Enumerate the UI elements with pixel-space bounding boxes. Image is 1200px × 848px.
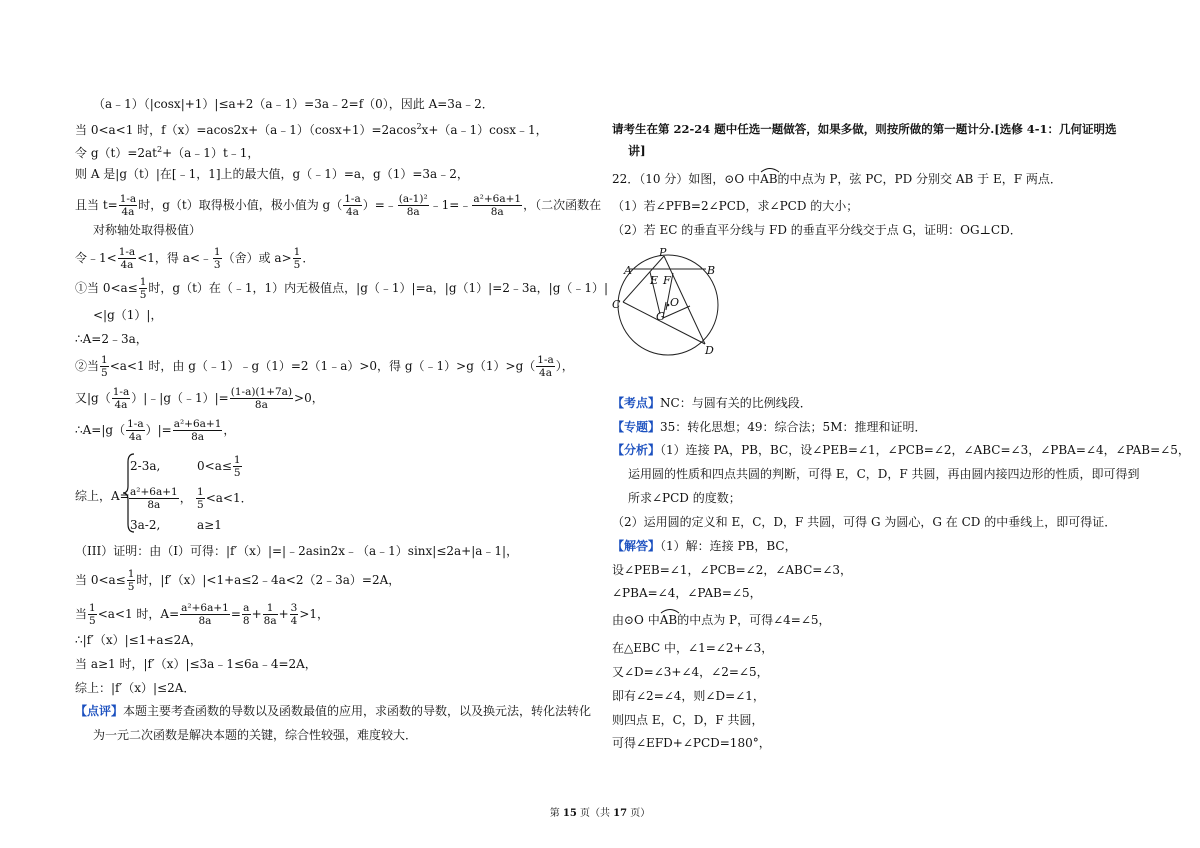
section-instruction: 讲]: [628, 144, 646, 158]
label-b: B: [707, 264, 716, 277]
fraction: $\frac{\text{a²+6a+1}}{8a}$: [473, 193, 522, 218]
text-line: 又∠D=∠3+∠4，∠2=∠5，: [612, 665, 769, 679]
label-c: C: [612, 298, 621, 311]
text-line: 当 a≥1 时，|f′（x）|≤3a﹣1≤6a﹣4=2A，: [75, 657, 317, 671]
fraction: $\frac{1-a}{4a}$: [118, 246, 136, 271]
fraction: $\frac{1}{5}$: [127, 568, 135, 593]
text-line: 当 0<a<1 时，f（x）=acos2x+（a﹣1）（cosx+1）=2acos$^2$x+（a﹣1）cosx﹣1，: [75, 122, 548, 137]
text-line: 运用圆的性质和四点共圆的判断，可得 E，C，D，F 共圆，再由圆内接四边形的性质，即可得到: [628, 467, 1140, 481]
fraction: $\frac{1-a}{4a}$: [112, 386, 130, 411]
text-line: 当 0<a≤ $\frac{1}{5}$ 时，|f′（x）|<1+a≤2﹣4a<2（2﹣3a）=2A，: [75, 568, 401, 593]
case-row: $\frac{1}{5}$ <a<1．: [197, 486, 253, 511]
text-line: （a﹣1）（|cosx|+1）|≤a+2（a﹣1）=3a﹣2=f（0），因此 A=3a﹣2．: [93, 97, 494, 111]
fraction: $\frac{1}{5}$: [89, 602, 96, 627]
text-line: 令﹣1< $\frac{1-a}{4a}$ <1，得 a<﹣ $\frac{1}{3}$ （舍）或 a> $\frac{1}{5}$ ．: [75, 246, 315, 271]
text-line: 【解答】（1）解：连接 PB，BC，: [612, 539, 797, 553]
text-line: ②当 $\frac{1}{5}$ <a<1 时，由 g（﹣1）﹣g（1）=2（1﹣a）>0，得 g（﹣1）>g（1）>g（ $\frac{1-a}{4a}$ ），: [75, 354, 574, 379]
text-line: ①当 0<a≤ $\frac{1}{5}$ 时，g（t）在（﹣1，1）内无极值点，|g（﹣1）|=a，|g（1）|=2﹣3a，|g（﹣1）|: [75, 276, 609, 301]
text-line: 为一元二次函数是解决本题的关键，综合性较强，难度较大．: [93, 728, 418, 742]
fraction: $\frac{\text{a²+6a+1}}{8a}$: [130, 486, 178, 511]
text-line: 【点评】本题主要考查函数的导数以及函数最值的应用，求函数的导数，以及换元法，转化法转化: [75, 704, 592, 718]
fraction: $\frac{1}{8a}$: [263, 602, 277, 627]
text-line: （2）运用圆的定义和 E，C，D，F 共圆，可得 G 为圆心，G 在 CD 的中垂线上，即可得证．: [612, 515, 1117, 529]
arc-icon: [760, 167, 780, 173]
case-row: 2-3a,: [130, 459, 161, 473]
text-line: 综上：|f′（x）|≤2A．: [75, 681, 196, 695]
section-instruction: 请考生在第 22-24 题中任选一题做答，如果多做，则按所做的第一题计分.[选修 4-1：几何证明选: [612, 122, 1117, 136]
fraction: $\frac{3}{4}$: [290, 602, 298, 627]
case-row: a≥1: [197, 518, 222, 532]
case-row: $\frac{\text{a²+6a+1}}{8a}$ ，: [130, 486, 192, 511]
fraction: $\frac{\text{(a-1)²}}{8a}$: [398, 193, 428, 218]
comment-tag: 【点评】: [75, 704, 124, 718]
fraction: $\frac{1-a}{4a}$: [119, 193, 137, 218]
text-line: ∴|f′（x）|≤1+a≤2A，: [75, 633, 202, 647]
label-f: F: [663, 274, 671, 287]
fraction: $\frac{1}{5}$: [293, 246, 301, 271]
label-g: G: [656, 310, 665, 323]
kaodian-tag: 【考点】: [612, 396, 661, 410]
text-line: 【专题】35：转化思想；49：综合法；5M：推理和证明．: [612, 420, 927, 434]
zhuanti-tag: 【专题】: [612, 420, 661, 434]
text-line: 综上，A=: [75, 489, 130, 503]
geometry-figure: [608, 244, 728, 364]
fraction: $\frac{1}{5}$: [101, 354, 108, 379]
text-line: 在△EBC 中，∠1=∠2+∠3，: [612, 641, 774, 655]
point-o: [667, 304, 670, 307]
label-e: E: [650, 274, 659, 287]
text-line: 对称轴处取得极值）: [93, 223, 202, 237]
arc-notation: AB: [760, 171, 777, 187]
page-number: 15: [562, 808, 577, 819]
fraction: $\frac{\text{a²+6a+1}}{8a}$: [173, 418, 222, 443]
text-line: 且当 t= $\frac{1-a}{4a}$ 时，g（t）取得极小值，极小值为 g（ $\frac{1-a}{4a}$ ）=﹣ $\frac{\text{(a-1)²}}{8a}$ ﹣1=﹣ $\frac{\text{a²+6a+1}}{8a}$ ，（二次函数在: [75, 193, 602, 218]
text-line: 则 A 是|g（t）|在[﹣1，1]上的最大值，g（﹣1）=a，g（1）=3a﹣2，: [75, 167, 469, 181]
text-line: 又|g（ $\frac{1-a}{4a}$ ）|﹣|g（﹣1）|= $\frac{(1-a)(1+7a)}{8a}$ >0，: [75, 386, 324, 411]
segment-cd: [623, 302, 705, 344]
jieda-tag: 【解答】: [612, 539, 661, 553]
fraction: $\frac{\text{a²+6a+1}}{8a}$: [181, 602, 229, 627]
text-line: ∴A=2﹣3a，: [75, 332, 148, 346]
text-line: 当 $\frac{1}{5}$ <a<1 时，A= $\frac{\text{a²+6a+1}}{8a}$ = $\frac{a}{8}$ + $\frac{1}{8a}$ + $\frac{3}{4}$ >1，: [75, 602, 330, 627]
text-line: ∴A=|g（ $\frac{1-a}{4a}$ ）|= $\frac{\text{a²+6a+1}}{8a}$ ，: [75, 418, 236, 443]
text-line: 【考点】NC：与圆有关的比例线段．: [612, 396, 812, 410]
text-line: 可得∠EFD+∠PCD=180°，: [612, 736, 771, 750]
text-line: 则四点 E，C，D，F 共圆，: [612, 713, 764, 727]
label-a: A: [624, 264, 632, 277]
text-line: （III）证明：由（I）可得：|f′（x）|=|﹣2asin2x﹣（a﹣1）sinx|≤2a+|a﹣1|，: [75, 544, 519, 558]
fenxi-tag: 【分析】: [612, 443, 661, 457]
fraction: $\frac{1}{3}$: [213, 246, 221, 271]
label-d: D: [705, 344, 714, 357]
arc-icon: [660, 608, 680, 614]
text-line: 所求∠PCD 的度数；: [628, 491, 741, 505]
fraction: $\frac{1-a}{4a}$: [537, 354, 554, 379]
fraction: $\frac{1-a}{4a}$: [344, 193, 361, 218]
text-line: ∠PBA=∠4，∠PAB=∠5，: [612, 586, 762, 600]
case-row: 3a-2,: [130, 518, 161, 532]
fraction: $\frac{1}{5}$: [233, 454, 241, 479]
question-title: 22．（10 分）如图，⊙O 中 AB的中点为 P，弦 PC，PD 分别交 AB 于 E，F 两点．: [612, 171, 1062, 187]
page-footer: 第 15 页（共 17 页）: [549, 808, 651, 819]
fraction: $\frac{1}{5}$: [139, 276, 147, 301]
fraction: $\frac{1}{5}$: [197, 486, 204, 511]
text-line: 【分析】（1）连接 PA，PB，BC，设∠PEB=∠1，∠PCB=∠2，∠ABC=∠3，∠PBA=∠4，∠PAB=∠5，: [612, 443, 1190, 457]
page-total: 17: [613, 808, 628, 819]
arc-notation: AB: [660, 612, 677, 628]
question-part: （1）若∠PFB=2∠PCD，求∠PCD 的大小；: [612, 199, 859, 213]
fraction: $\frac{1-a}{4a}$: [127, 418, 144, 443]
text-line: 设∠PEB=∠1，∠PCB=∠2，∠ABC=∠3，: [612, 563, 853, 577]
label-p: P: [659, 246, 667, 259]
text-line: 令 $g(t)=2at^2+(a﹣1)t﹣1$，: [75, 145, 260, 160]
fraction: $\frac{a}{8}$: [242, 602, 250, 627]
text-line: 由⊙O 中 AB的中点为 P，可得∠4=∠5，: [612, 612, 831, 628]
fraction: $\frac{(1-a)(1+7a)}{8a}$: [230, 386, 293, 411]
case-row: 0<a≤ $\frac{1}{5}$: [197, 454, 241, 479]
text-line: 即有∠2=∠4，则∠D=∠1，: [612, 689, 765, 703]
question-part: （2）若 EC 的垂直平分线与 FD 的垂直平分线交于点 G，证明：OG⊥CD．: [612, 223, 1022, 237]
label-o: O: [670, 296, 680, 309]
text-line: <|g（1）|，: [93, 308, 163, 322]
